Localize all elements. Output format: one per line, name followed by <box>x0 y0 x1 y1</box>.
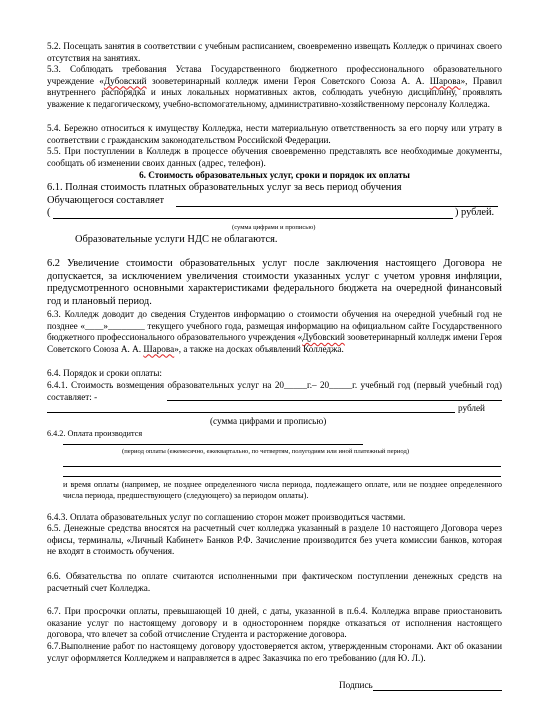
clause-6-4-2: 6.4.2. Оплата производится <box>47 429 143 438</box>
clause-6-4-1: 6.4.1. Стоимость возмещения образовательных услуг на 20_____г.– 20_____г. учебный год (первый учебный год) составляет: - <box>47 380 502 402</box>
signature-label: Подпись <box>339 680 373 690</box>
clause-6-6: 6.6. Обязательства по оплате считаются исполненными при фактическом поступлении денежных средств на расчетный счет Колледжа. <box>47 571 502 593</box>
clause-6-5: 6.5. Денежные средства вносятся на расчетный счет колледжа указанный в разделе 10 настоящего Договора через офисы, терминалы, «Личный Кабинет» Банков Р.Ф. Зачисление производится без учета комиссии банков, которая не входят в стоимость обучения. <box>47 523 502 557</box>
payment-time-line-1 <box>63 466 501 467</box>
spellcheck-word: Шарова <box>429 75 461 86</box>
clause-5-4: 5.4. Бережно относиться к имуществу Колледжа, нести материальную ответственность за его порчу или утрату в соответствии с гражданским законодательством Российской Федерации. <box>47 123 502 145</box>
payment-time-hint: и время оплаты (например, не позднее определенного числа периода, подлежащего оплате, или не позднее определенного числа периода, предшествующего (следующего) за периодом оплаты). <box>63 480 502 500</box>
spellcheck-word: Дубовский <box>302 332 345 342</box>
cost-words-line <box>53 218 453 219</box>
spellcheck-word: Шарова <box>143 343 175 354</box>
cost-hint: (сумма цифрами и прописью) <box>232 224 316 231</box>
clause-6-7-act: 6.7.Выполнение работ по настоящему договору удостоверяется актом, утвержденным сторонами. Акт об оказании услуг оформляется Колледжем и направляется в адрес Заказчика по его требованию (для Ю. Л.). <box>47 641 502 663</box>
clause-5-2: 5.2. Посещать занятия в соответствии с учебным расписанием, своевременно извещать Колледж о причинах своего отсутствия на занятиях. <box>47 41 502 63</box>
clause-6-4: 6.4. Порядок и сроки оплаты: <box>47 368 162 378</box>
payment-period-line <box>63 444 363 445</box>
cost-paren-close: ) рублей. <box>455 207 495 218</box>
payment-time-line-2 <box>63 476 501 477</box>
year-cost-words-line <box>47 412 455 413</box>
signature-line[interactable] <box>373 690 502 691</box>
section-6-heading: 6. Стоимость образовательных услуг, сроки и порядок их оплаты <box>139 170 410 180</box>
clause-6-4-3: 6.4.3. Оплата образовательных услуг по соглашению сторон может производиться частями. <box>47 512 406 522</box>
clause-5-3: 5.3. Соблюдать требования Устава Государственного бюджетного профессионального образовательного учреждение «Дубовский зооветеринарный колледж имени Героя Советского Союза А. А. Шарова», Правил внутреннего распорядка и иных локальных нормативных актов, соблюдать учебную дисциплину, проявлять уважение к педагогическому, учебно-вспомогательному, административно-хозяйственному персоналу Колледжа. <box>47 64 502 110</box>
clause-5-5: 5.5. При поступлении в Колледж в процессе обучения своевременно представлять все необходимые документы, сообщать об изменении своих данных (адрес, телефон). <box>47 146 502 168</box>
payment-period-hint: (период оплаты (ежемесячно, ежеквартально, по четвертям, полугодиям или иной платежный период) <box>122 448 410 455</box>
clause-6-2: 6.2 Увеличение стоимости образовательных услуг после заключения настоящего Договора не допускается, за исключением увеличения стоимости указанных услуг с учетом уровня инфляции, предусмотренного основными характеристиками федерального бюджета на очередной финансовый год и плановый период. <box>47 258 502 307</box>
year-cost-line <box>167 400 502 401</box>
clause-6-1: 6.1. Полная стоимость платных образовательных услуг за весь период обучения <box>47 182 402 193</box>
vat-note: Образовательные услуги НДС не облагаются. <box>75 234 278 245</box>
cost-paren-open: ( <box>47 207 51 218</box>
clause-6-1-student: Обучающегося составляет <box>47 195 165 206</box>
clause-6-3: 6.3. Колледж доводит до сведения Студентов информацию о стоимости обучения на очередной учебный год не позднее «____»________ текущего учебного года, размещая информацию на официальном сайте Государственного бюджетного профессионального образовательного учреждения «Дубовский зооветеринарный колледж имени Героя Советского Союза А. А. Шарова», а также на досках объявлений Колледжа. <box>47 309 502 354</box>
spellcheck-word: Дубовский <box>103 75 147 86</box>
cost-blank-line <box>176 206 498 207</box>
rubles-label: рублей <box>458 403 485 413</box>
year-cost-hint: (сумма цифрами и прописью) <box>210 416 327 426</box>
clause-6-7: 6.7. При просрочки оплаты, превышающей 10 дней, с даты, указанной в п.6.4. Колледжа вправе приостановить оказание услуг по настоящему договору и в одностороннем порядке отказаться от исполнения настоящего договора, что влечет за собой отчисление Студента и расторжение договора. <box>47 606 502 640</box>
